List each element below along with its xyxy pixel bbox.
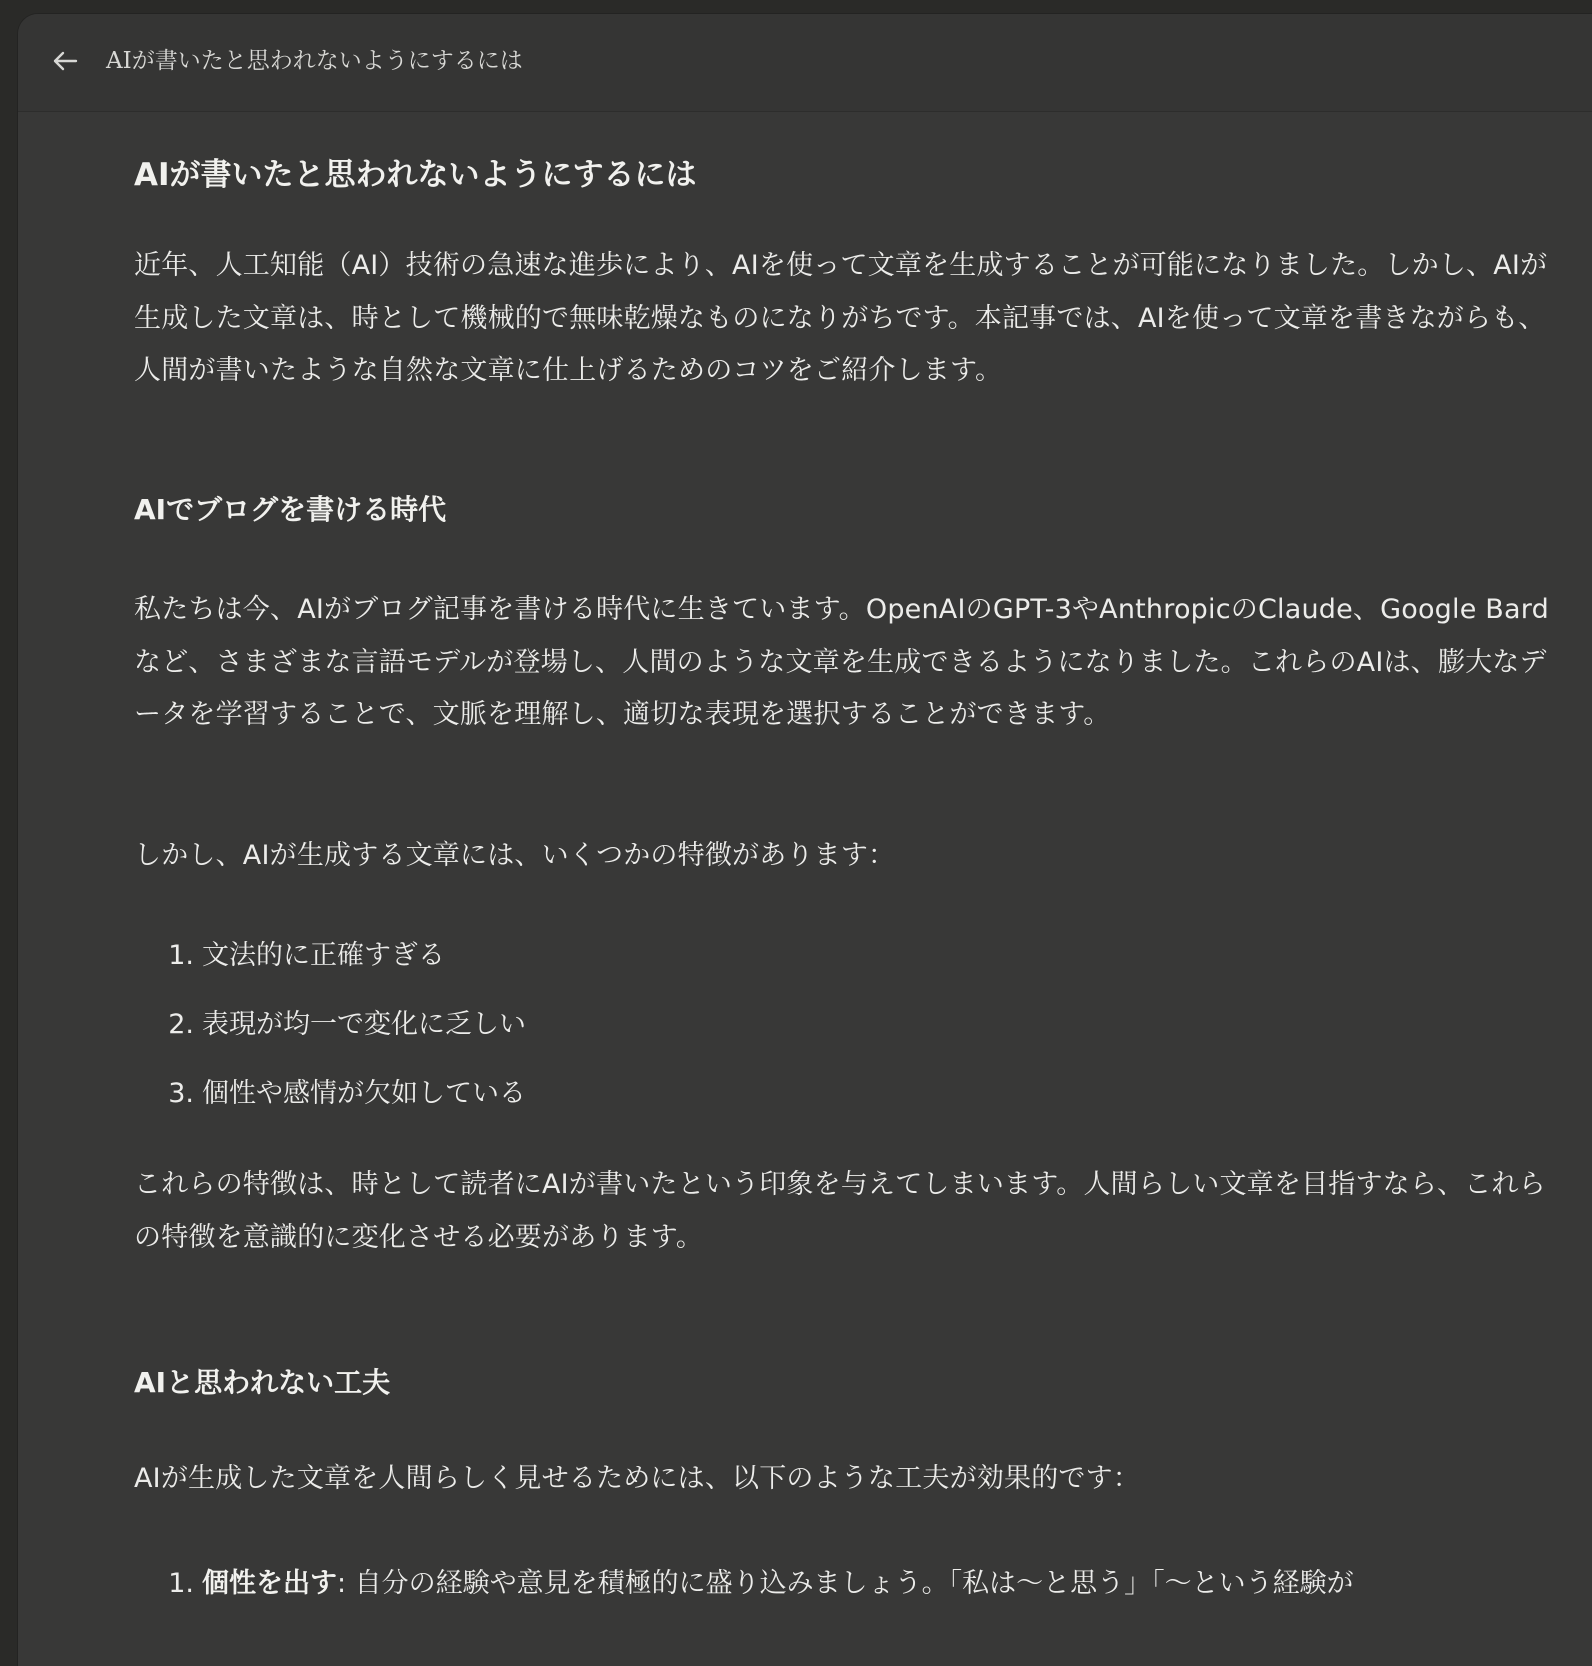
list-item-feature-3: 3. 個性や感情が欠如している <box>168 1078 526 1109</box>
paragraph-ai-era: 私たちは今、AIがブログ記事を書ける時代に生きています。OpenAIのGPT-3やAnthropicのClaude、Google Bardなど、さまざまな言語モデルが登場し、人間のような文章を生成できるようになりました。これらのAIは、膨大なデータを学習することで、文脈を理解し、適切な表現を選択することができます。 <box>134 594 1549 730</box>
top-bar <box>18 14 1592 112</box>
paragraph-ai-features: しかし、AIが生成する文章には、いくつかの特徴があります： <box>134 840 896 871</box>
arrow-left-icon <box>52 50 78 72</box>
top-bar-title: AIが書いたと思われないようにするには <box>106 48 523 74</box>
app-window <box>18 14 1592 1666</box>
list-item-tip-1: 1. 個性を出す: 自分の経験や意見を積極的に盛り込みましょう。「私は〜と思う」「〜という経験が <box>168 1568 1354 1599</box>
back-button[interactable] <box>48 44 82 78</box>
intro-paragraph: 近年、人工知能（AI）技術の急速な進歩により、AIを使って文章を生成することが可能になりました。しかし、AIが生成した文章は、時として機械的で無味乾燥なものになりがちです。本記事では、AIを使って文章を書きながらも、人間が書いたような自然な文章に仕上げるためのコツをご紹介します。 <box>134 250 1548 386</box>
list-item-feature-2: 2. 表現が均一で変化に乏しい <box>168 1009 526 1040</box>
paragraph-tips-intro: AIが生成した文章を人間らしく見せるためには、以下のような工夫が効果的です： <box>134 1463 1141 1494</box>
paragraph-feature-impression: これらの特徴は、時として読者にAIが書いたという印象を与えてしまいます。人間らしい文章を目指すなら、これらの特徴を意識的に変化させる必要があります。 <box>134 1169 1546 1253</box>
section-heading-ai-blog: AIでブログを書ける時代 <box>134 493 447 526</box>
section-heading-tips: AIと思われない工夫 <box>134 1366 391 1399</box>
list-item-feature-1: 1. 文法的に正確すぎる <box>168 940 445 971</box>
article-title: AIが書いたと思われないようにするには <box>134 157 697 193</box>
